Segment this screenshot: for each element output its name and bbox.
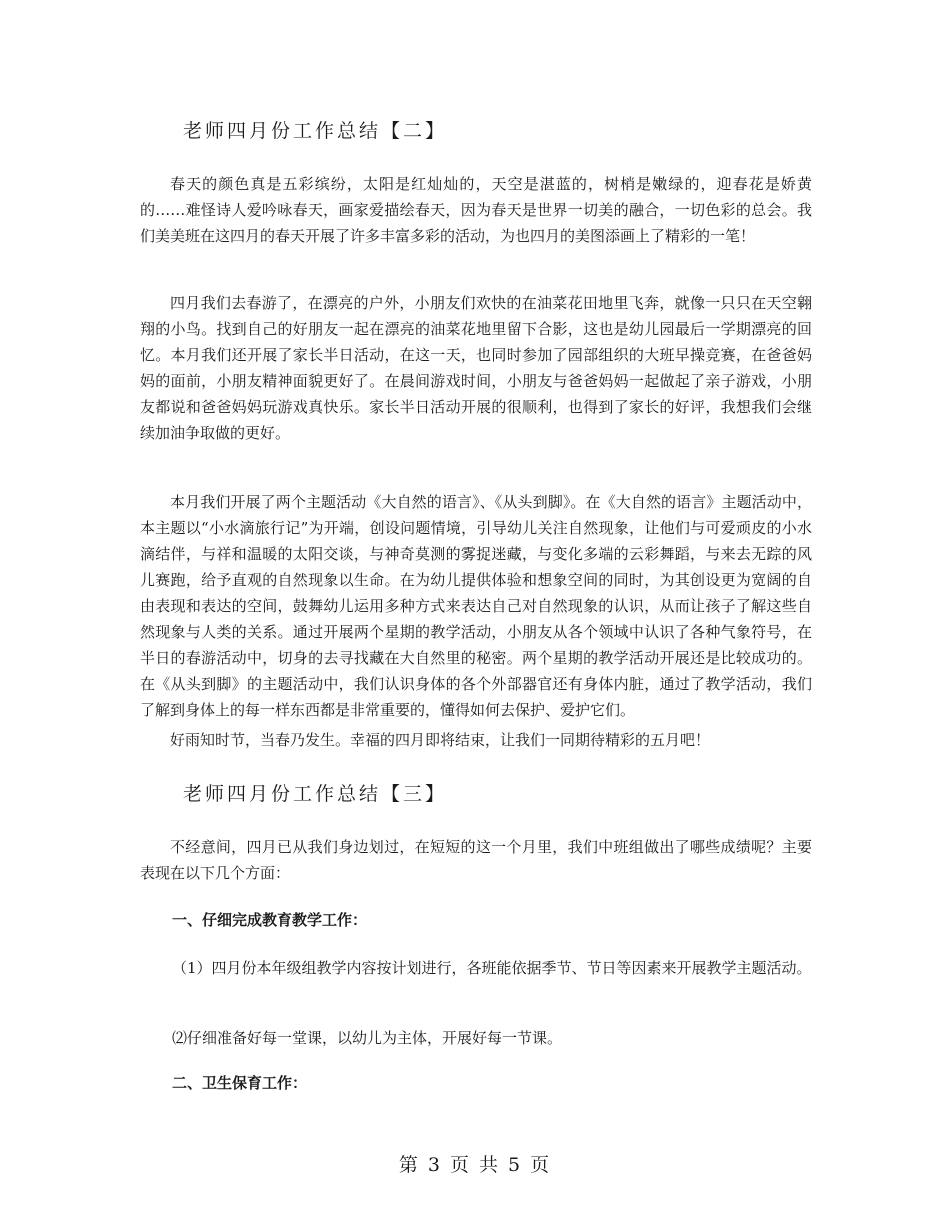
section-3-item-1: （1）四月份本年级组教学内容按计划进行，各班能依据季节、节日等因素来开展教学主题活动。 bbox=[172, 959, 812, 977]
section-2-title: 老师四月份工作总结【二】 bbox=[183, 120, 448, 142]
section-3-heading-hygiene: 二、卫生保育工作： bbox=[172, 1074, 308, 1092]
section-2-paragraph-1: 春天的颜色真是五彩缤纷，太阳是红灿灿的，天空是湛蓝的，树梢是嫩绿的，迎春花是娇黄的……难怪诗人爱吟咏春天，画家爱描绘春天，因为春天是世界一切美的融合，一切色彩的总会。我们美美班在这四月的春天开展了许多丰富多彩的活动，为也四月的美图添画上了精彩的一笔！ bbox=[140, 175, 812, 245]
section-2-paragraph-3: 本月我们开展了两个主题活动《大自然的语言》、《从头到脚》。在《大自然的语言》主题活动中，本主题以“小水滴旅行记”为开端，创设问题情境，引导幼儿关注自然现象，让他们与可爱顽皮的小水滴结伴，与祥和温暖的太阳交谈，与神奇莫测的雾捉迷藏，与变化多端的云彩舞蹈，与来去无踪的风儿赛跑，给予直观的自然现象以生命。在为幼儿提供体验和想象空间的同时，为其创设更为宽阔的自由表现和表达的空间，鼓舞幼儿运用多种方式来表达自己对自然现象的认识，从而让孩子了解这些自然现象与人类的关系。通过开展两个星期的教学活动，小朋友从各个领域中认识了各种气象符号，在半日的春游活动中，切身的去寻找藏在大自然里的秘密。两个星期的教学活动开展还是比较成功的。在《从头到脚》的主题活动中，我们认识身体的各个外部器官还有身体内脏，通过了教学活动，我们了解到身体上的每一样东西都是非常重要的，懂得如何去保护、爱护它们。 bbox=[140, 493, 812, 719]
section-3-heading-teaching: 一、仔细完成教育教学工作： bbox=[172, 911, 368, 929]
section-2-paragraph-4: 好雨知时节，当春乃发生。幸福的四月即将结束，让我们一同期待精彩的五月吧！ bbox=[170, 731, 711, 749]
section-3-title: 老师四月份工作总结【三】 bbox=[183, 783, 448, 805]
section-3-intro: 不经意间，四月已从我们身边划过，在短短的这一个月里，我们中班组做出了哪些成绩呢？主要表现在以下几个方面： bbox=[140, 838, 812, 882]
section-3-item-2: ⑵仔细准备好每一堂课，以幼儿为主体，开展好每一节课。 bbox=[172, 1029, 563, 1047]
page-footer: 第 3 页 共 5 页 bbox=[398, 1154, 552, 1176]
section-2-paragraph-2: 四月我们去春游了，在漂亮的户外，小朋友们欢快的在油菜花田地里飞奔，就像一只只在天空翱翔的小鸟。找到自己的好朋友一起在漂亮的油菜花地里留下合影，这也是幼儿园最后一学期漂亮的回忆。本月我们还开展了家长半日活动，在这一天，也同时参加了园部组织的大班早操竞赛，在爸爸妈妈的面前，小朋友精神面貌更好了。在晨间游戏时间，小朋友与爸爸妈妈一起做起了亲子游戏，小朋友都说和爸爸妈妈玩游戏真快乐。家长半日活动开展的很顺利，也得到了家长的好评，我想我们会继续加油争取做的更好。 bbox=[140, 294, 812, 442]
